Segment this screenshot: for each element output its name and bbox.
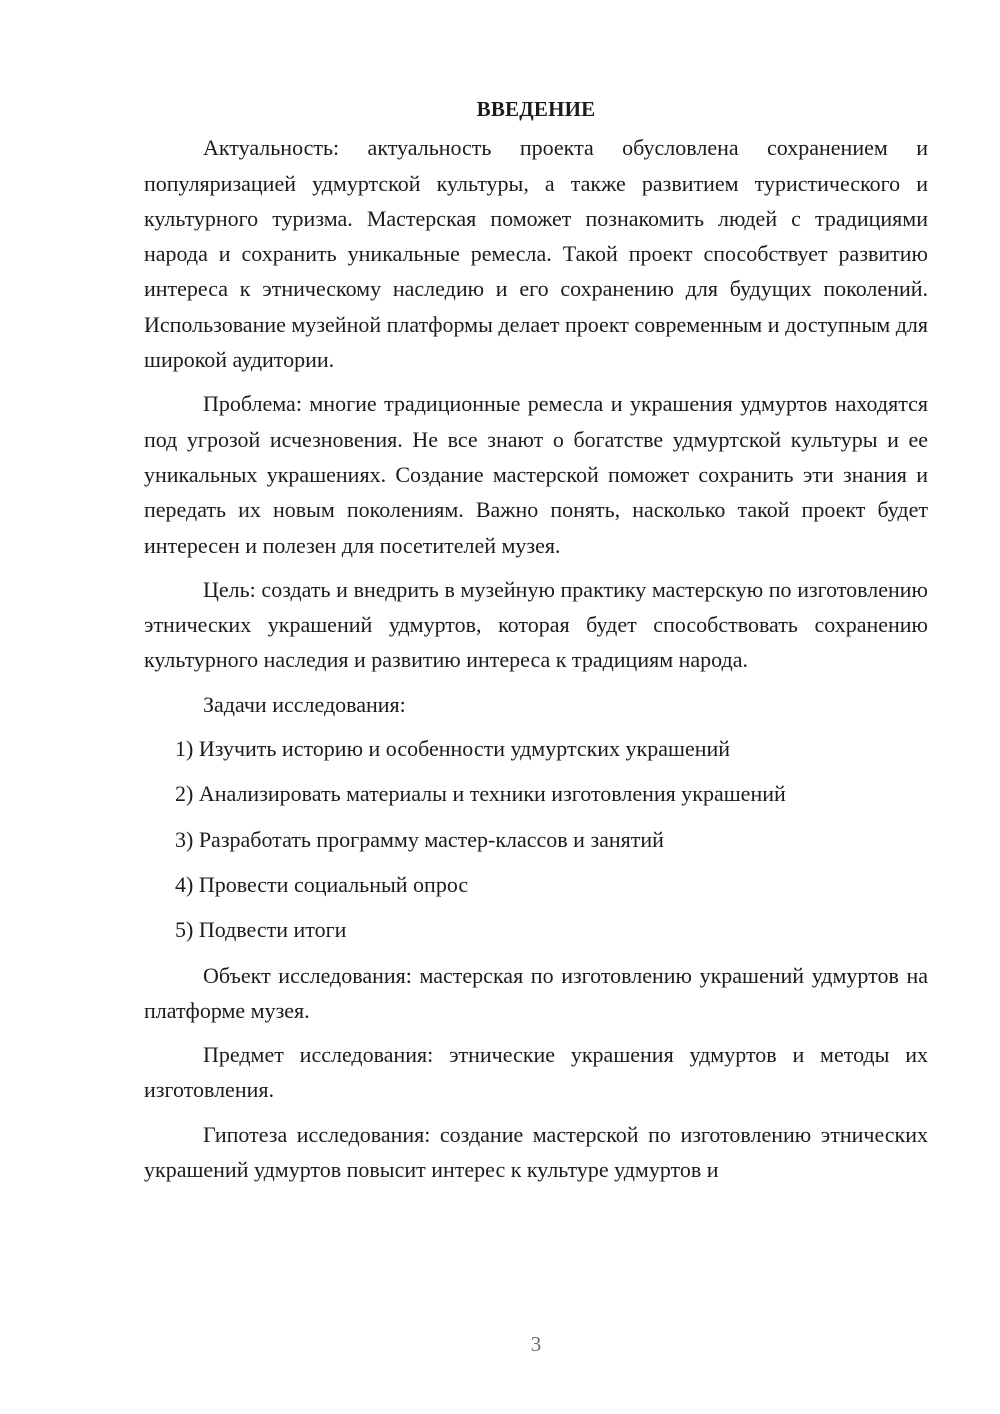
list-item: 2) Анализировать материалы и техники изготовления украшений	[175, 781, 786, 807]
document-title: ВВЕДЕНИЕ	[476, 97, 596, 121]
paragraph-problem: Проблема: многие традиционные ремесла и украшения удмуртов находятся под угрозой исчезновения. Не все знают о богатстве удмуртской культуры и ее уникальных украшениях. Создание мастерской поможет сохранить эти знания и передать их новым поколениям. Важно понять, насколько такой проект будет интересен и полезен для посетителей музея.	[144, 391, 928, 558]
paragraph-relevance: Актуальность: актуальность проекта обусловлена сохранением и популяризацией удмуртской культуры, а также развитием туристического и культурного туризма. Мастерская поможет познакомить людей с традициями народа и сохранить уникальные ремесла. Такой проект способствует развитию интереса к этническому наследию и его сохранению для будущих поколений. Использование музейной платформы делает проект современным и доступным для широкой аудитории.	[144, 135, 928, 373]
list-item: 4) Провести социальный опрос	[175, 871, 469, 897]
paragraph-subject: Предмет исследования: этнические украшения удмуртов и методы их изготовления.	[144, 1042, 928, 1103]
list-item: 1) Изучить историю и особенности удмуртских украшений	[175, 736, 731, 762]
paragraph-goal: Цель: создать и внедрить в музейную практику мастерскую по изготовлению этнических украшений удмуртов, которая будет способствовать сохранению культурного наследия и развитию интереса к традициям народа.	[144, 576, 928, 673]
list-item: 5) Подвести итоги	[175, 917, 347, 943]
page-number: 3	[530, 1332, 542, 1356]
list-item: 3) Разработать программу мастер-классов и занятий	[175, 826, 664, 852]
paragraph-hypothesis: Гипотеза исследования: создание мастерской по изготовлению этнических украшений удмуртов повысит интерес к культуре удмуртов и	[144, 1121, 928, 1183]
document-page	[144, 92, 928, 1196]
paragraph-object: Объект исследования: мастерская по изготовлению украшений удмуртов на платформе музея.	[144, 962, 928, 1023]
tasks-list	[144, 731, 928, 947]
tasks-heading: Задачи исследования:	[203, 691, 406, 717]
